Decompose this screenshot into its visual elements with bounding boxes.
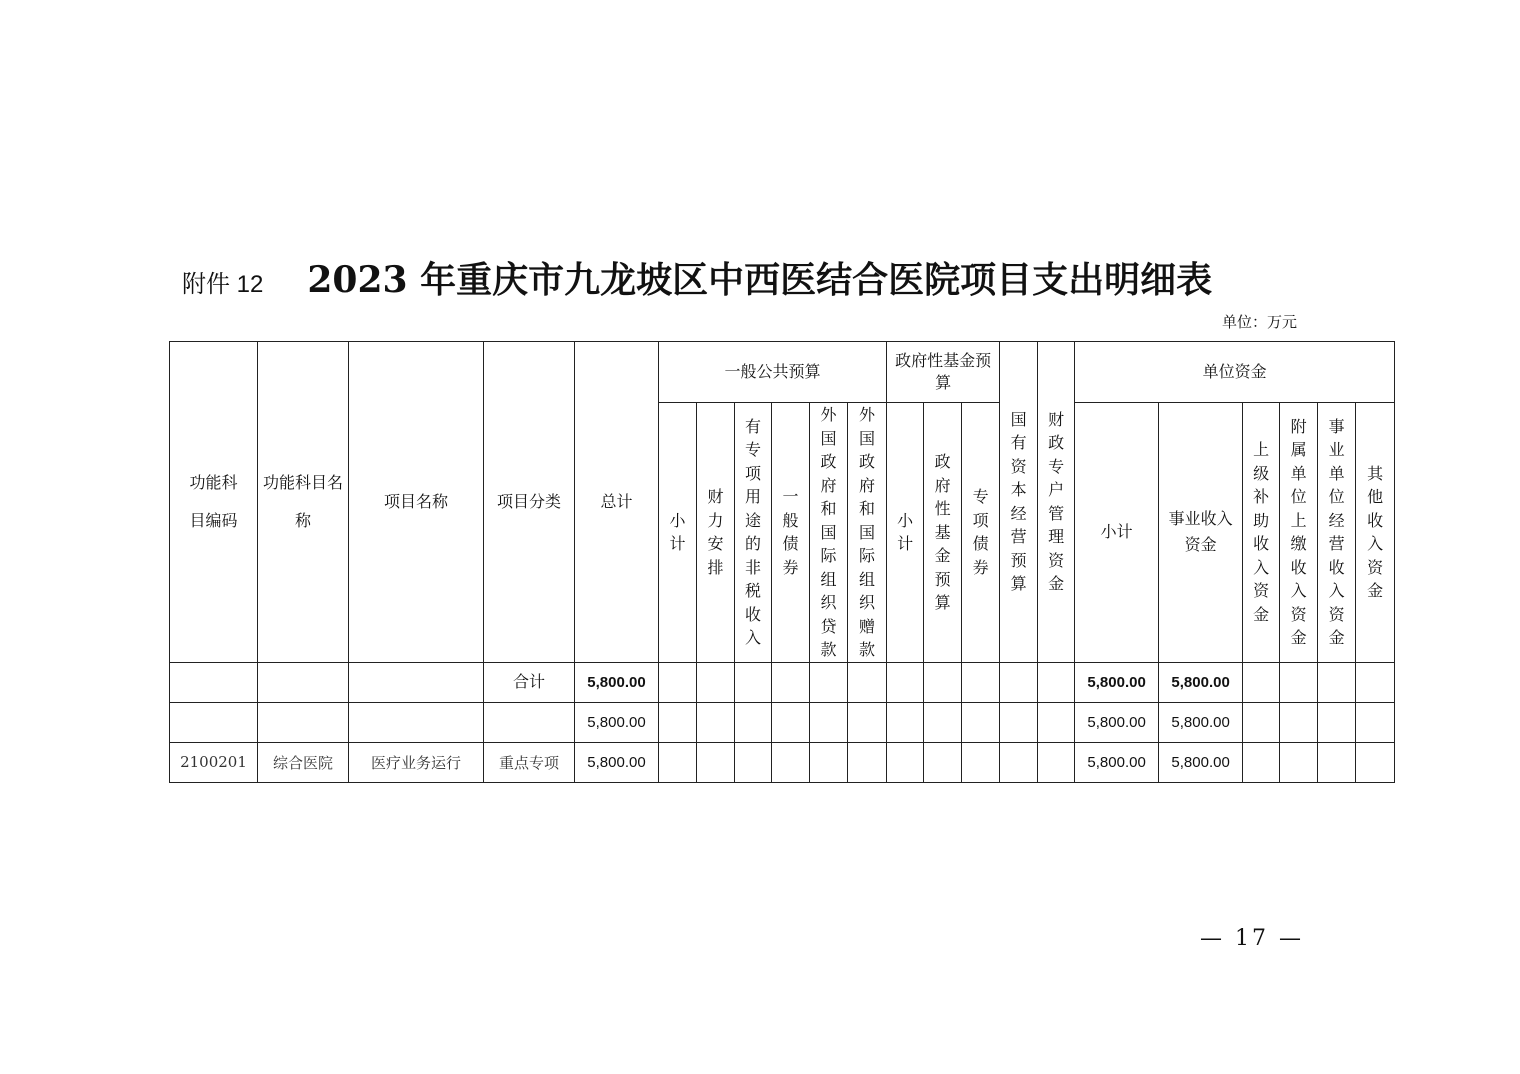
col-gen-foreign-loan: 外国政府和国际组织贷款 [810,403,848,663]
col-unit-subtotal: 小计 [1075,403,1159,663]
col-fund-special-bond: 专项债券 [962,403,1000,663]
col-gov-fund-budget: 政府性基金预算 [887,342,1000,403]
project-name-cell: 医疗业务运行 [349,742,484,782]
col-gen-foreign-grant: 外国政府和国际组织赠款 [848,403,887,663]
col-func-code: 功能科目编码 [170,342,258,663]
total-label: 合计 [484,662,575,702]
col-fund-budget: 政府性基金预算 [924,403,962,663]
col-unit-operating-income: 事业单位经营收入资金 [1318,403,1356,663]
unit-label: 单位：万元 [1222,313,1298,331]
table-row: 2100201 综合医院 医疗业务运行 重点专项 5,800.00 5,800.00 5,800.00 [170,742,1395,782]
page-number: — 17 — [1200,926,1304,951]
col-project-type: 项目分类 [484,342,575,663]
col-total: 总计 [575,342,659,663]
col-gen-subtotal: 小计 [659,403,697,663]
col-unit-funds: 单位资金 [1075,342,1395,403]
col-unit-affiliated-payment: 附属单位上缴收入资金 [1280,403,1318,663]
total-value: 5,800.00 [575,662,659,702]
col-func-name: 功能科目名称 [258,342,349,663]
table-row: 合计 5,800.00 5,800.00 5,800.00 [170,662,1395,702]
document-title: 2023 年重庆市九龙坡区中西医结合医院项目支出明细表 [307,259,1213,301]
attachment-label: 附件 12 [182,271,264,298]
col-state-capital: 国有资本经营预算 [1000,342,1038,663]
col-unit-superior-subsidy: 上级补助收入资金 [1243,403,1280,663]
col-fund-subtotal: 小计 [887,403,924,663]
title-row [182,252,1212,302]
col-gen-fiscal: 财力安排 [697,403,735,663]
col-general-budget: 一般公共预算 [659,342,887,403]
col-gen-bond: 一般债券 [772,403,810,663]
func-code-cell: 2100201 [170,742,258,782]
table-row: 5,800.00 5,800.00 5,800.00 [170,702,1395,742]
col-project-name: 项目名称 [349,342,484,663]
col-fiscal-special-account: 财政专户管理资金 [1038,342,1075,663]
col-unit-other-income: 其他收入资金 [1356,403,1395,663]
header-row-1 [170,342,1395,403]
func-name-cell: 综合医院 [258,742,349,782]
col-gen-special-nontax: 有专项用途的非税收入 [735,403,772,663]
expenditure-table [169,341,1395,783]
col-unit-business-income: 事业收入资金 [1159,403,1243,663]
project-type-cell: 重点专项 [484,742,575,782]
